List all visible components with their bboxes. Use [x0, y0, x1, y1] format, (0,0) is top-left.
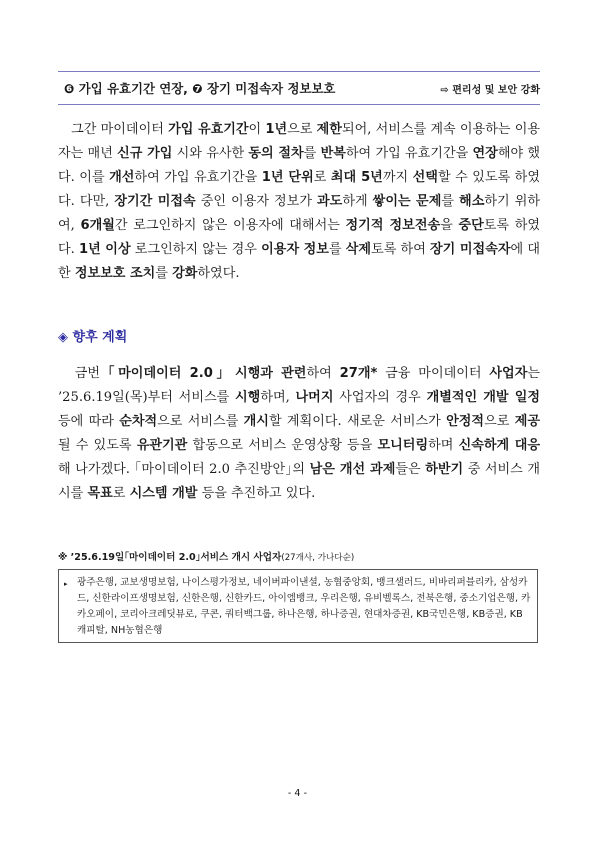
body-text: 합동으로 서비스 운영상황 등을 — [187, 438, 378, 453]
body-text: 중인 이용자 정보가 — [195, 194, 318, 209]
section-title: ❻ 가입 유효기간 연장, ❼ 장기 미접속자 정보보호 — [64, 81, 336, 96]
body-text: 하게 — [342, 194, 373, 209]
body-text: 그간 마이데이터 — [58, 122, 169, 137]
body-text: 중 서비스 개시를 — [58, 462, 541, 501]
emphasis-text: 과도 — [317, 194, 343, 209]
body-text: 할 수 있도록 하였다. 다만, — [58, 170, 540, 209]
emphasis-text: 제한 — [316, 122, 342, 137]
emphasis-text: 27개* — [339, 366, 378, 381]
body-text: 토록 하였다. — [58, 218, 540, 257]
body-text: 해야 했다. 이를 — [58, 146, 541, 185]
body-text: 금융 마이데이터 — [377, 366, 490, 381]
emphasis-text: 연장 — [472, 146, 498, 161]
body-text: 등에 따라 — [58, 414, 120, 429]
body-text: 는 ’25.6.19일(목)부터 서비스를 — [58, 366, 540, 405]
emphasis-text: 사업자 — [489, 366, 528, 381]
body-text: 해 나가겠다. ｢마이데이터 2.0 추진방안｣의 — [58, 462, 310, 477]
page-number: - 4 - — [287, 788, 308, 799]
emphasis-text: 장기 미접속자 — [430, 242, 511, 257]
body-text: 간 로그인하지 않은 이용자에 대해서는 — [114, 218, 346, 233]
emphasis-text: 개시 — [243, 414, 269, 429]
paragraph-future-plan — [58, 362, 540, 506]
body-text: 를 — [303, 146, 321, 161]
footnote-title-suffix: (27개사, 가나다순) — [281, 553, 355, 563]
body-text: 을 — [440, 218, 459, 233]
emphasis-text: 동의 절차 — [248, 146, 304, 161]
body-text: 사업자의 경우 — [333, 390, 427, 405]
body-text: 로 — [313, 170, 331, 185]
emphasis-text: 개선 — [109, 170, 135, 185]
body-text: 될 수 있도록 — [58, 438, 137, 453]
body-text: 를 — [155, 266, 173, 281]
body-text: 시와 유사한 — [172, 146, 249, 161]
emphasis-text: 정기적 정보전송 — [345, 218, 441, 233]
section-header — [58, 71, 540, 105]
emphasis-text: 1년 단위 — [261, 170, 314, 185]
footnote-title-text: ※ ’25.6.19일｢마이데이터 2.0｣서비스 개시 사업자 — [58, 552, 282, 563]
body-text: 하여 — [306, 366, 340, 381]
body-text: 하며, — [260, 390, 296, 405]
body-text: 등을 추진하고 있다. — [197, 486, 316, 501]
footnote-title — [58, 549, 354, 563]
body-text: 하였다. — [197, 266, 240, 281]
emphasis-text: ｢마이데이터 2.0｣ 시행과 관련 — [107, 366, 307, 381]
emphasis-text: 이용자 정보 — [261, 242, 329, 257]
emphasis-text: 반복 — [320, 146, 346, 161]
body-text: 하기 위하여, — [58, 194, 540, 233]
future-plan-heading: ◈ 향후 계획 — [58, 330, 128, 345]
emphasis-text: 신속하게 대응 — [458, 438, 540, 453]
body-text: 를 — [328, 242, 346, 257]
emphasis-text: 1년 이상 — [78, 242, 131, 257]
paragraph-validity-extension — [58, 118, 540, 286]
emphasis-text: 하반기 — [425, 462, 464, 477]
body-text: 까지 — [382, 170, 413, 185]
emphasis-text: 중단 — [458, 218, 484, 233]
body-text: 하여 가입 유효기간을 — [345, 146, 473, 161]
emphasis-text: 제공 — [514, 414, 540, 429]
emphasis-text: 6개월 — [80, 218, 115, 233]
emphasis-text: 개별적인 개발 일정 — [426, 390, 541, 405]
operators-box — [58, 569, 538, 643]
body-text: 로 — [112, 486, 130, 501]
emphasis-text: 정보보호 조치 — [74, 266, 156, 281]
emphasis-text: 남은 개선 과제 — [309, 462, 396, 477]
emphasis-text: 안정적 — [446, 414, 485, 429]
emphasis-text: 시행 — [235, 390, 261, 405]
body-text: 하여 가입 유효기간을 — [134, 170, 262, 185]
emphasis-text: 해소 — [459, 194, 485, 209]
emphasis-text: 신규 가입 — [117, 146, 173, 161]
emphasis-text: 시스템 개발 — [129, 486, 198, 501]
emphasis-text: 최대 5년 — [330, 170, 383, 185]
body-text: 금번 — [58, 366, 108, 381]
emphasis-text: 1년 — [265, 122, 288, 137]
emphasis-text: 장기간 미접속 — [114, 194, 196, 209]
body-text: 으로 — [287, 122, 317, 137]
emphasis-text: 나머지 — [295, 390, 334, 405]
body-text: 로그인하지 않는 경우 — [130, 242, 262, 257]
emphasis-text: 쌓이는 문제 — [372, 194, 442, 209]
body-text: 토록 하여 — [371, 242, 431, 257]
section-note: ⇨ 편리성 및 보안 강화 — [440, 84, 540, 96]
bullet-icon: ▸ — [64, 580, 68, 588]
body-text: 이 — [248, 122, 266, 137]
emphasis-text: 강화 — [172, 266, 198, 281]
emphasis-text: 삭제 — [345, 242, 372, 257]
body-text: 되어, 서비스를 계속 이용하는 이용자는 매년 — [58, 122, 540, 161]
emphasis-text: 유관기관 — [136, 438, 188, 453]
body-text: 으로 — [484, 414, 515, 429]
body-text: 할 계획이다. 새로운 서비스가 — [268, 414, 447, 429]
body-text: 들은 — [395, 462, 426, 477]
body-text: 으로 서비스를 — [157, 414, 244, 429]
emphasis-text: 선택 — [412, 170, 438, 185]
emphasis-text: 목표 — [87, 486, 113, 501]
operators-list: 광주은행, 교보생명보험, 나이스평가정보, 네이버파이낸셜, 농협중앙회, 뱅크샐러드, 비바리퍼블리카, 삼성카드, 신한라이프생명보험, 신한은행, 신한카드, 아이엠뱅크, 우리은행, 유비벨록스, 전북은행, 중소기업은행, 카카오페이, 코리아크레딧뷰로, 쿠콘, 쿼터백그룹, 하나은행, 하나증권, 현대차증권, KB국민은행, KB증권, KB캐피탈, NH농협은행 — [77, 577, 531, 636]
body-text: 를 — [441, 194, 460, 209]
emphasis-text: 모니터링 — [377, 438, 429, 453]
emphasis-text: 순차적 — [119, 414, 158, 429]
body-text: 하며 — [428, 438, 459, 453]
emphasis-text: 가입 유효기간 — [168, 122, 249, 137]
body-text: 에 대한 — [58, 242, 540, 281]
